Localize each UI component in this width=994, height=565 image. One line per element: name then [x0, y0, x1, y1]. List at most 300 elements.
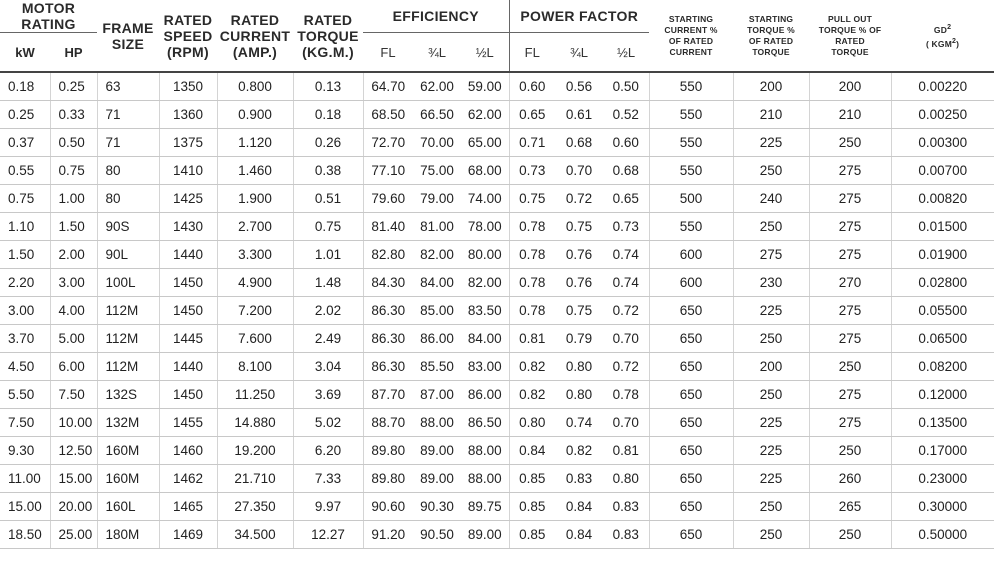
table-cell: 1450 [159, 381, 217, 409]
table-cell: 1462 [159, 465, 217, 493]
table-cell: 0.23000 [891, 465, 994, 493]
table-row [0, 493, 994, 521]
table-cell: 0.55 [0, 157, 50, 185]
table-cell: 15.00 [0, 493, 50, 521]
table-cell: 0.75 [50, 157, 97, 185]
table-cell: 34.500 [217, 521, 293, 549]
table-cell: 86.00 [413, 325, 461, 353]
table-cell: 3.69 [293, 381, 363, 409]
table-cell: 83.00 [461, 353, 509, 381]
table-cell: 112M [97, 325, 159, 353]
table-cell: 1440 [159, 241, 217, 269]
table-cell: 71 [97, 129, 159, 157]
pull-out-torque-header: PULL OUT TORQUE % OF RATED TORQUE [809, 0, 891, 72]
table-cell: 160M [97, 437, 159, 465]
table-cell: 7.200 [217, 297, 293, 325]
table-cell: 0.01500 [891, 213, 994, 241]
table-row [0, 101, 994, 129]
table-cell: 0.74 [603, 269, 649, 297]
table-cell: 68.50 [363, 101, 413, 129]
table-cell: 650 [649, 297, 733, 325]
table-cell: 1465 [159, 493, 217, 521]
table-cell: 0.37 [0, 129, 50, 157]
table-cell: 600 [649, 269, 733, 297]
table-cell: 0.68 [555, 129, 603, 157]
table-cell: 1.120 [217, 129, 293, 157]
table-cell: 1.460 [217, 157, 293, 185]
table-cell: 0.78 [509, 241, 555, 269]
table-cell: 1440 [159, 353, 217, 381]
table-cell: 0.65 [603, 185, 649, 213]
table-cell: 11.00 [0, 465, 50, 493]
table-cell: 1425 [159, 185, 217, 213]
table-cell: 86.50 [461, 409, 509, 437]
table-cell: 210 [809, 101, 891, 129]
table-cell: 0.33 [50, 101, 97, 129]
table-row [0, 353, 994, 381]
eff-34l-header: ¾L [413, 33, 461, 73]
table-row [0, 437, 994, 465]
table-cell: 1.01 [293, 241, 363, 269]
table-cell: 0.26 [293, 129, 363, 157]
table-cell: 81.40 [363, 213, 413, 241]
table-cell: 87.70 [363, 381, 413, 409]
table-cell: 0.84 [555, 493, 603, 521]
table-cell: 650 [649, 521, 733, 549]
table-cell: 89.75 [461, 493, 509, 521]
table-cell: 89.00 [413, 437, 461, 465]
table-cell: 1455 [159, 409, 217, 437]
table-cell: 84.00 [461, 325, 509, 353]
table-cell: 25.00 [50, 521, 97, 549]
table-cell: 250 [809, 129, 891, 157]
table-cell: 64.70 [363, 72, 413, 101]
table-cell: 0.80 [555, 381, 603, 409]
table-cell: 225 [733, 129, 809, 157]
table-cell: 0.75 [555, 297, 603, 325]
table-cell: 225 [733, 297, 809, 325]
frame-size-header: FRAME SIZE [97, 0, 159, 72]
table-cell: 0.80 [555, 353, 603, 381]
table-cell: 0.85 [509, 465, 555, 493]
table-cell: 82.00 [461, 269, 509, 297]
table-cell: 1.50 [0, 241, 50, 269]
table-cell: 72.70 [363, 129, 413, 157]
table-cell: 0.70 [555, 157, 603, 185]
table-cell: 82.00 [413, 241, 461, 269]
table-cell: 19.200 [217, 437, 293, 465]
table-cell: 1.10 [0, 213, 50, 241]
table-cell: 0.70 [603, 409, 649, 437]
table-cell: 3.70 [0, 325, 50, 353]
table-cell: 0.72 [603, 353, 649, 381]
table-row [0, 269, 994, 297]
table-cell: 0.73 [509, 157, 555, 185]
table-cell: 5.00 [50, 325, 97, 353]
table-cell: 550 [649, 213, 733, 241]
table-cell: 86.30 [363, 297, 413, 325]
table-cell: 100L [97, 269, 159, 297]
table-cell: 0.81 [509, 325, 555, 353]
table-cell: 0.05500 [891, 297, 994, 325]
rated-torque-header: RATED TORQUE (KG.M.) [293, 0, 363, 72]
table-cell: 0.72 [555, 185, 603, 213]
table-cell: 87.00 [413, 381, 461, 409]
pf-fl-header: FL [509, 33, 555, 73]
table-cell: 0.76 [555, 241, 603, 269]
table-cell: 200 [733, 353, 809, 381]
table-cell: 0.82 [555, 437, 603, 465]
table-cell: 66.50 [413, 101, 461, 129]
table-cell: 0.72 [603, 297, 649, 325]
table-cell: 650 [649, 437, 733, 465]
table-cell: 0.50000 [891, 521, 994, 549]
table-cell: 1.48 [293, 269, 363, 297]
table-row [0, 72, 994, 101]
table-cell: 0.00820 [891, 185, 994, 213]
table-cell: 88.70 [363, 409, 413, 437]
table-row [0, 213, 994, 241]
table-cell: 62.00 [461, 101, 509, 129]
table-row [0, 325, 994, 353]
table-cell: 6.20 [293, 437, 363, 465]
table-cell: 0.00220 [891, 72, 994, 101]
table-cell: 0.13500 [891, 409, 994, 437]
table-cell: 7.50 [0, 409, 50, 437]
table-cell: 112M [97, 297, 159, 325]
table-cell: 85.00 [413, 297, 461, 325]
rated-current-header: RATED CURRENT (AMP.) [217, 0, 293, 72]
table-cell: 83.50 [461, 297, 509, 325]
table-cell: 180M [97, 521, 159, 549]
table-cell: 74.00 [461, 185, 509, 213]
table-cell: 62.00 [413, 72, 461, 101]
table-cell: 240 [733, 185, 809, 213]
table-cell: 14.880 [217, 409, 293, 437]
table-cell: 0.900 [217, 101, 293, 129]
table-cell: 77.10 [363, 157, 413, 185]
table-cell: 1450 [159, 297, 217, 325]
table-cell: 0.82 [509, 353, 555, 381]
table-cell: 85.50 [413, 353, 461, 381]
table-cell: 0.85 [509, 521, 555, 549]
table-cell: 160L [97, 493, 159, 521]
table-cell: 0.81 [603, 437, 649, 465]
table-cell: 650 [649, 381, 733, 409]
table-cell: 0.18 [0, 72, 50, 101]
gd2-header: $GD^2$ ( KGM$^2$) [891, 0, 994, 72]
table-cell: 3.00 [0, 297, 50, 325]
table-cell: 0.01900 [891, 241, 994, 269]
table-cell: 550 [649, 157, 733, 185]
table-cell: 0.75 [509, 185, 555, 213]
power-factor-header: POWER FACTOR [509, 0, 649, 33]
table-cell: 15.00 [50, 465, 97, 493]
table-cell: 21.710 [217, 465, 293, 493]
table-cell: 0.75 [0, 185, 50, 213]
table-cell: 225 [733, 409, 809, 437]
eff-12l-header: ½L [461, 33, 509, 73]
table-cell: 260 [809, 465, 891, 493]
table-cell: 250 [809, 353, 891, 381]
table-cell: 2.700 [217, 213, 293, 241]
table-cell: 0.68 [603, 157, 649, 185]
table-cell: 275 [809, 409, 891, 437]
table-cell: 9.97 [293, 493, 363, 521]
table-cell: 250 [733, 325, 809, 353]
table-cell: 59.00 [461, 72, 509, 101]
table-cell: 86.00 [461, 381, 509, 409]
table-cell: 0.56 [555, 72, 603, 101]
table-cell: 5.02 [293, 409, 363, 437]
pf-34l-header: ¾L [555, 33, 603, 73]
table-row [0, 521, 994, 549]
table-cell: 90S [97, 213, 159, 241]
table-row [0, 381, 994, 409]
table-cell: 84.30 [363, 269, 413, 297]
table-cell: 0.38 [293, 157, 363, 185]
table-cell: 0.25 [50, 72, 97, 101]
table-cell: 11.250 [217, 381, 293, 409]
table-cell: 88.00 [461, 437, 509, 465]
table-cell: 80.00 [461, 241, 509, 269]
table-cell: 1469 [159, 521, 217, 549]
table-cell: 275 [809, 185, 891, 213]
table-cell: 650 [649, 409, 733, 437]
table-cell: 250 [733, 521, 809, 549]
table-cell: 1.50 [50, 213, 97, 241]
table-cell: 1360 [159, 101, 217, 129]
table-cell: 0.13 [293, 72, 363, 101]
table-cell: 1430 [159, 213, 217, 241]
table-cell: 0.83 [603, 493, 649, 521]
table-cell: 200 [733, 72, 809, 101]
table-cell: 2.00 [50, 241, 97, 269]
table-cell: 250 [733, 157, 809, 185]
table-cell: 0.75 [293, 213, 363, 241]
table-cell: 1460 [159, 437, 217, 465]
table-cell: 90L [97, 241, 159, 269]
table-cell: 2.02 [293, 297, 363, 325]
table-cell: 0.50 [603, 72, 649, 101]
table-cell: 0.84 [509, 437, 555, 465]
table-cell: 275 [809, 157, 891, 185]
table-cell: 0.74 [555, 409, 603, 437]
table-cell: 650 [649, 353, 733, 381]
table-cell: 0.02800 [891, 269, 994, 297]
table-cell: 89.80 [363, 437, 413, 465]
table-cell: 0.51 [293, 185, 363, 213]
table-cell: 4.50 [0, 353, 50, 381]
table-cell: 3.300 [217, 241, 293, 269]
table-cell: 2.49 [293, 325, 363, 353]
table-cell: 265 [809, 493, 891, 521]
table-cell: 230 [733, 269, 809, 297]
table-cell: 86.30 [363, 325, 413, 353]
table-cell: 275 [809, 381, 891, 409]
table-row [0, 185, 994, 213]
table-cell: 0.73 [603, 213, 649, 241]
table-cell: 600 [649, 241, 733, 269]
table-cell: 0.60 [509, 72, 555, 101]
table-cell: 7.600 [217, 325, 293, 353]
table-cell: 8.100 [217, 353, 293, 381]
table-cell: 550 [649, 129, 733, 157]
table-cell: 88.00 [461, 465, 509, 493]
table-cell: 90.50 [413, 521, 461, 549]
table-cell: 200 [809, 72, 891, 101]
table-cell: 210 [733, 101, 809, 129]
table-cell: 250 [733, 493, 809, 521]
table-cell: 0.30000 [891, 493, 994, 521]
table-cell: 160M [97, 465, 159, 493]
table-cell: 6.00 [50, 353, 97, 381]
table-cell: 86.30 [363, 353, 413, 381]
table-cell: 71 [97, 101, 159, 129]
table-cell: 3.00 [50, 269, 97, 297]
table-cell: 9.30 [0, 437, 50, 465]
table-cell: 0.78 [603, 381, 649, 409]
table-cell: 81.00 [413, 213, 461, 241]
table-cell: 89.00 [413, 465, 461, 493]
rated-speed-header: RATED SPEED (RPM) [159, 0, 217, 72]
motor-rating-header: MOTOR RATING [0, 0, 97, 33]
table-row [0, 129, 994, 157]
hp-header: HP [50, 33, 97, 73]
table-cell: 0.80 [603, 465, 649, 493]
table-cell: 0.78 [509, 213, 555, 241]
table-cell: 0.08200 [891, 353, 994, 381]
table-cell: 0.17000 [891, 437, 994, 465]
kw-header: kW [0, 33, 50, 73]
table-cell: 112M [97, 353, 159, 381]
table-cell: 0.78 [509, 297, 555, 325]
table-cell: 0.60 [603, 129, 649, 157]
table-cell: 0.80 [509, 409, 555, 437]
table-cell: 88.00 [413, 409, 461, 437]
table-cell: 250 [809, 521, 891, 549]
table-cell: 1375 [159, 129, 217, 157]
table-cell: 1.900 [217, 185, 293, 213]
table-cell: 250 [733, 381, 809, 409]
starting-torque-header: STARTING TORQUE % OF RATED TORQUE [733, 0, 809, 72]
table-cell: 0.83 [603, 521, 649, 549]
starting-current-header: STARTING CURRENT % OF RATED CURRENT [649, 0, 733, 72]
table-cell: 10.00 [50, 409, 97, 437]
pf-12l-header: ½L [603, 33, 649, 73]
table-cell: 500 [649, 185, 733, 213]
table-cell: 90.60 [363, 493, 413, 521]
table-cell: 132S [97, 381, 159, 409]
table-cell: 0.800 [217, 72, 293, 101]
table-cell: 550 [649, 72, 733, 101]
table-cell: 3.04 [293, 353, 363, 381]
table-cell: 275 [809, 325, 891, 353]
table-cell: 12.50 [50, 437, 97, 465]
table-cell: 650 [649, 493, 733, 521]
table-cell: 65.00 [461, 129, 509, 157]
table-cell: 275 [809, 297, 891, 325]
table-cell: 79.60 [363, 185, 413, 213]
table-cell: 27.350 [217, 493, 293, 521]
table-cell: 275 [733, 241, 809, 269]
table-cell: 68.00 [461, 157, 509, 185]
table-cell: 7.33 [293, 465, 363, 493]
table-cell: 275 [809, 213, 891, 241]
table-cell: 80 [97, 185, 159, 213]
table-cell: 82.80 [363, 241, 413, 269]
table-cell: 1450 [159, 269, 217, 297]
table-cell: 0.52 [603, 101, 649, 129]
table-cell: 1.00 [50, 185, 97, 213]
efficiency-header: EFFICIENCY [363, 0, 509, 33]
table-cell: 12.27 [293, 521, 363, 549]
table-cell: 225 [733, 465, 809, 493]
table-row [0, 465, 994, 493]
table-cell: 0.75 [555, 213, 603, 241]
table-cell: 63 [97, 72, 159, 101]
table-cell: 1350 [159, 72, 217, 101]
table-cell: 0.85 [509, 493, 555, 521]
table-cell: 0.70 [603, 325, 649, 353]
table-cell: 0.12000 [891, 381, 994, 409]
table-row [0, 297, 994, 325]
table-cell: 0.74 [603, 241, 649, 269]
table-cell: 0.00300 [891, 129, 994, 157]
table-cell: 0.83 [555, 465, 603, 493]
table-cell: 0.76 [555, 269, 603, 297]
table-cell: 275 [809, 241, 891, 269]
table-cell: 78.00 [461, 213, 509, 241]
table-cell: 0.71 [509, 129, 555, 157]
table-row [0, 241, 994, 269]
table-body [0, 72, 994, 549]
table-cell: 89.80 [363, 465, 413, 493]
table-cell: 2.20 [0, 269, 50, 297]
table-cell: 89.00 [461, 521, 509, 549]
table-cell: 270 [809, 269, 891, 297]
table-cell: 250 [809, 437, 891, 465]
table-cell: 0.78 [509, 269, 555, 297]
table-cell: 0.25 [0, 101, 50, 129]
table-cell: 132M [97, 409, 159, 437]
table-cell: 4.900 [217, 269, 293, 297]
table-cell: 0.79 [555, 325, 603, 353]
table-cell: 91.20 [363, 521, 413, 549]
table-cell: 0.84 [555, 521, 603, 549]
table-cell: 0.18 [293, 101, 363, 129]
table-cell: 5.50 [0, 381, 50, 409]
table-row [0, 157, 994, 185]
table-cell: 90.30 [413, 493, 461, 521]
table-cell: 1410 [159, 157, 217, 185]
table-cell: 20.00 [50, 493, 97, 521]
table-cell: 0.00700 [891, 157, 994, 185]
table-cell: 70.00 [413, 129, 461, 157]
table-cell: 650 [649, 325, 733, 353]
table-cell: 225 [733, 437, 809, 465]
table-cell: 4.00 [50, 297, 97, 325]
table-cell: 0.00250 [891, 101, 994, 129]
eff-fl-header: FL [363, 33, 413, 73]
table-row [0, 409, 994, 437]
table-cell: 1445 [159, 325, 217, 353]
table-cell: 0.65 [509, 101, 555, 129]
table-cell: 0.50 [50, 129, 97, 157]
table-cell: 84.00 [413, 269, 461, 297]
table-cell: 0.82 [509, 381, 555, 409]
table-cell: 0.06500 [891, 325, 994, 353]
